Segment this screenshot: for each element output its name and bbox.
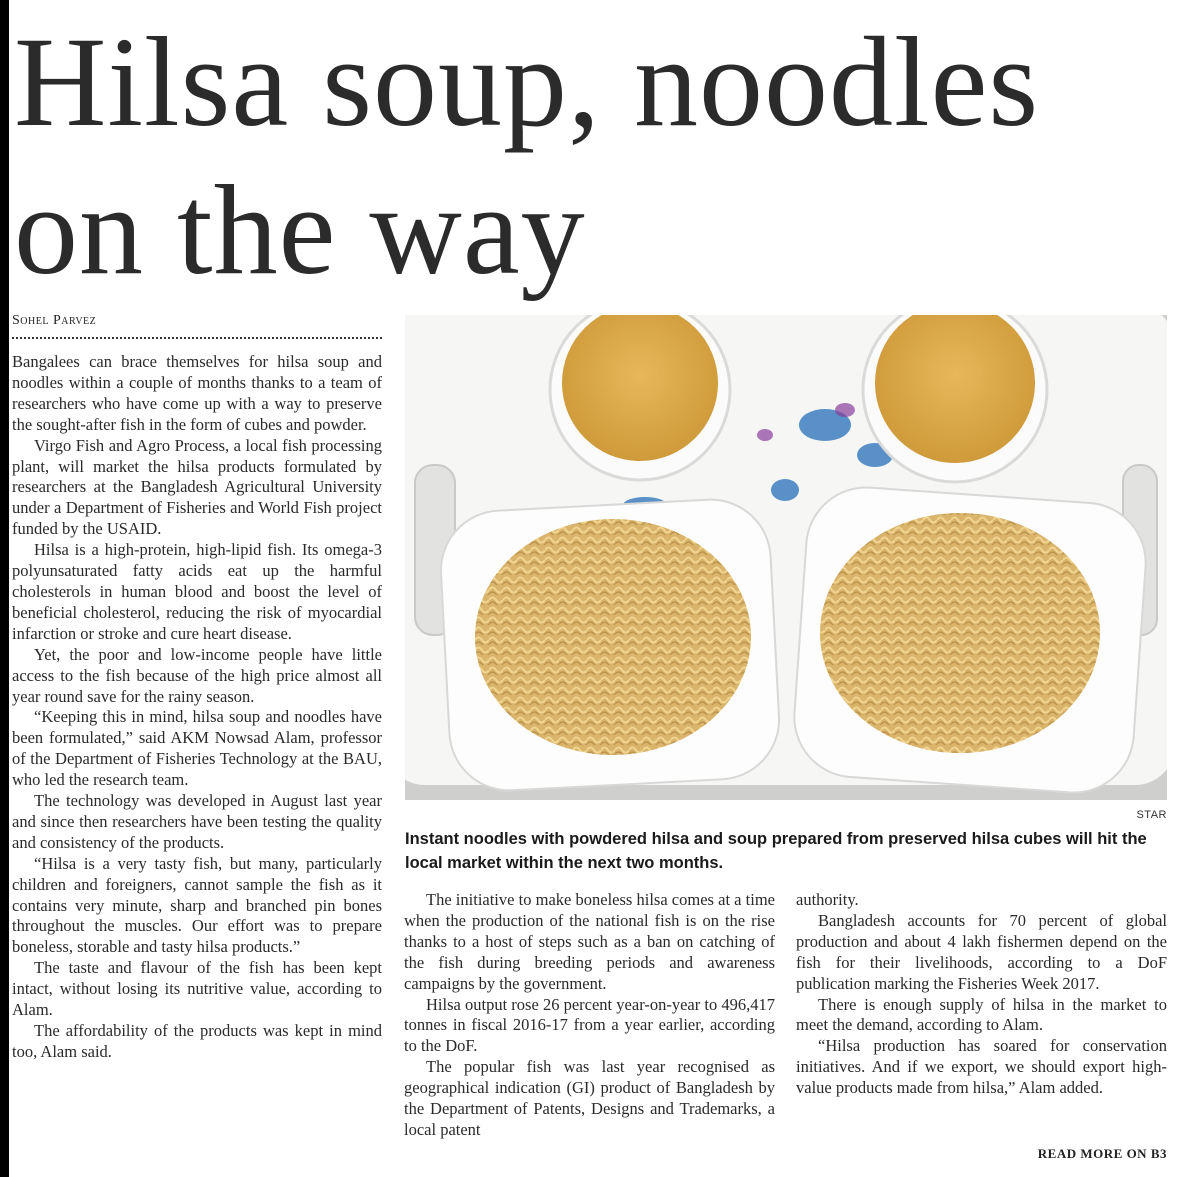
paragraph: “Hilsa is a very tasty fish, but many, particularly children and foreigners, cannot sample the fish as it contains very minute, sharp and branched pin bones throughout the muscles. Our effort was to prepare boneless, storable and tasty hilsa products.”	[12, 853, 382, 957]
paragraph: Hilsa is a high-protein, high-lipid fish. Its omega-3 polyunsaturated fatty acids eat up the harmful cholesterols in human blood and boost the level of beneficial cholesterol, reducing the risk of myocardial infarction or stroke and cure heart disease.	[12, 540, 382, 643]
photo-illustration	[405, 315, 1167, 800]
photo-caption: Instant noodles with powdered hilsa and soup prepared from preserved hilsa cubes will hit the local market within the next two months.	[405, 830, 1147, 872]
paragraph: Hilsa output rose 26 percent year-on-year to 496,417 tonnes in fiscal 2016-17 from a year earlier, according to the DoF.	[404, 994, 775, 1056]
article-column-2	[404, 890, 775, 1141]
paragraph: Bangalees can brace themselves for hilsa soup and noodles within a couple of months thanks to a team of researchers who have come up with a way to preserve the sought-after fish in the form of cubes and powder.	[12, 352, 382, 434]
article-column-3	[796, 890, 1167, 1099]
paragraph: “Hilsa production has soared for conservation initiatives. And if we export, we should export high-value products made from hilsa,” Alam added.	[796, 1036, 1167, 1098]
paragraph: The technology was developed in August last year and since then researchers have been testing the quality and consistency of the products.	[12, 791, 382, 852]
read-more-link[interactable]: READ MORE ON B3	[1037, 1146, 1167, 1161]
page-edge-bar	[0, 0, 9, 1177]
paragraph: The initiative to make boneless hilsa comes at a time when the production of the national fish is on the rise thanks to a host of steps such as a ban on catching of the fish during breeding periods and awareness campaigns by the government.	[404, 890, 775, 993]
paragraph: The affordability of the products was kept in mind too, Alam said.	[12, 1021, 382, 1061]
paragraph: Virgo Fish and Agro Process, a local fish processing plant, will market the hilsa products formulated by researchers at the Bangladesh Agricultural University under a Department of Fisheries and World Fish project funded by the USAID.	[12, 435, 382, 539]
paragraph: The taste and flavour of the fish has been kept intact, without losing its nutritive value, according to Alam.	[12, 958, 382, 1020]
paragraph: The popular fish was last year recognised as geographical indication (GI) product of Bangladesh by the Department of Patents, Designs and Trademarks, a local patent	[404, 1057, 775, 1139]
headline	[14, 8, 1184, 304]
paragraph: Yet, the poor and low-income people have little access to the fish because of the high price almost all year round save for the rainy season.	[12, 644, 382, 706]
headline-line-2: on the way	[14, 159, 586, 301]
byline: Sohel Parvez	[12, 313, 97, 328]
headline-line-1: Hilsa soup, noodles	[14, 11, 1040, 153]
photo-noodles-and-soup	[405, 315, 1167, 800]
photo-credit: STAR	[1136, 809, 1167, 821]
paragraph: authority.	[796, 890, 859, 909]
paragraph: “Keeping this in mind, hilsa soup and noodles have been formulated,” said AKM Nowsad Alam, professor of the Department of Fisheries Technology at the BAU, who led the research team.	[12, 707, 382, 790]
paragraph: There is enough supply of hilsa in the market to meet the demand, according to Alam.	[796, 994, 1167, 1035]
paragraph: Bangladesh accounts for 70 percent of global production and about 4 lakh fishermen depend on the fish for their livelihoods, according to a DoF publication marking the Fisheries Week 2017.	[796, 910, 1167, 993]
byline-divider	[12, 337, 382, 339]
article-column-1	[12, 352, 382, 1063]
